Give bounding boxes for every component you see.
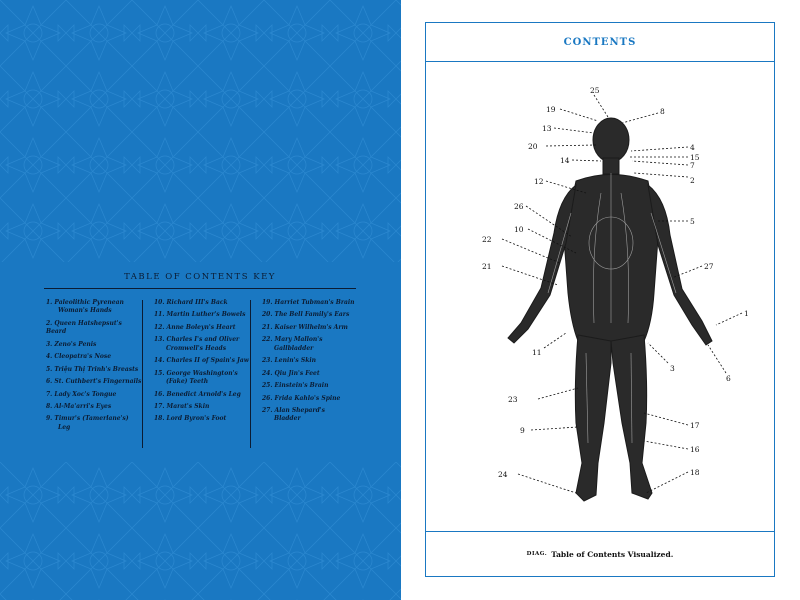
callout-label: 15 xyxy=(690,153,700,162)
callout-label: 1 xyxy=(744,309,749,318)
toc-entry xyxy=(46,391,142,399)
toc-entry-text: The Bell Family's Ears xyxy=(274,311,350,319)
callout-label: 3 xyxy=(670,364,675,373)
toc-entry xyxy=(262,382,358,390)
callout-label: 25 xyxy=(590,86,600,95)
right-page xyxy=(401,0,800,600)
toc-entry xyxy=(262,395,358,403)
callout-label: 12 xyxy=(534,177,544,186)
toc-entry xyxy=(154,415,250,423)
toc-entry xyxy=(262,324,358,332)
toc-entry-text: Triệu Thị Trinh's Breasts xyxy=(54,365,139,373)
toc-entry-text: Zeno's Penis xyxy=(54,340,97,348)
callout-label: 10 xyxy=(514,225,524,234)
figure-caption: Table of Contents Visualized. xyxy=(551,549,674,559)
toc-entry-number: 2. xyxy=(46,319,53,327)
toc-entry xyxy=(262,299,358,307)
toc-entry-number: 6. xyxy=(46,378,53,386)
toc-entry xyxy=(46,353,142,361)
toc-entry-number: 18. xyxy=(154,415,165,423)
toc-entry-text: St. Cuthbert's Fingernails xyxy=(54,378,142,386)
callout-label: 22 xyxy=(482,235,492,244)
column-divider xyxy=(142,300,143,448)
toc-entry-text: Richard III's Back xyxy=(166,299,228,306)
toc-entry xyxy=(154,370,250,387)
toc-entry-text: Cleopatra's Nose xyxy=(54,353,112,361)
toc-entry xyxy=(262,370,358,378)
toc-entry-number: 19. xyxy=(262,299,273,306)
toc-entry-text: Anne Boleyn's Heart xyxy=(166,323,236,331)
callout-label: 24 xyxy=(498,470,508,479)
toc-entry-number: 14. xyxy=(154,357,165,365)
toc-entry-text: Lady Xoc's Tongue xyxy=(54,390,117,398)
toc-entry xyxy=(46,366,142,374)
toc-entry xyxy=(46,403,142,411)
toc-entry xyxy=(262,336,358,353)
toc-entry-text: Qiu Jin's Feet xyxy=(274,369,320,377)
toc-entry xyxy=(262,407,358,424)
callout-label: 9 xyxy=(520,426,525,435)
callout-label: 4 xyxy=(690,143,695,152)
toc-entry-text: Frida Kahlo's Spine xyxy=(274,394,341,402)
toc-entry-number: 4. xyxy=(46,353,53,361)
toc-entry-text-continued: Bladder xyxy=(274,415,301,423)
toc-entry-number: 24. xyxy=(262,369,273,377)
toc-entry xyxy=(154,299,250,307)
toc-key-title: TABLE OF CONTENTS KEY xyxy=(124,272,276,282)
toc-entry xyxy=(46,299,142,316)
toc-entry-number: 16. xyxy=(154,390,165,398)
callout-label: 13 xyxy=(542,124,552,133)
toc-entry-number: 22. xyxy=(262,336,273,344)
toc-entry-text: Paleolithic Pyrenean xyxy=(54,299,124,306)
caption-prefix: DIAG. xyxy=(526,551,548,557)
toc-entry-text-continued: Cromwell's Heads xyxy=(166,344,227,352)
callout-label: 19 xyxy=(546,105,556,114)
toc-entry-text: Harriet Tubman's Brain xyxy=(274,299,355,306)
toc-entry xyxy=(46,341,142,349)
toc-entry-number: 11. xyxy=(154,311,165,319)
toc-entry-number: 23. xyxy=(262,357,273,365)
toc-entry-number: 20. xyxy=(262,311,273,319)
toc-entry-text: Alan Shepard's xyxy=(274,407,325,415)
toc-entry xyxy=(154,324,250,332)
toc-entry-number: 12. xyxy=(154,323,165,331)
toc-entry-text: Mary Mallon's xyxy=(274,336,323,344)
toc-entry-text: Martin Luther's Bowels xyxy=(166,311,246,319)
toc-entry-number: 25. xyxy=(262,382,273,390)
toc-entry-text: Al-Ma'arri's Eyes xyxy=(54,402,112,410)
callout-label: 8 xyxy=(660,107,665,116)
callout-label: 7 xyxy=(690,161,695,170)
callout-label: 18 xyxy=(690,468,700,477)
column-divider xyxy=(250,300,251,448)
toc-entry xyxy=(262,357,358,365)
toc-entry-text: Charles I's and Oliver xyxy=(166,336,240,344)
toc-entry-text: Benedict Arnold's Leg xyxy=(166,390,241,398)
anatomical-figure-icon xyxy=(426,23,776,578)
toc-entry-number: 7. xyxy=(46,390,53,398)
toc-entry-text-continued: Gallbladder xyxy=(274,344,314,352)
toc-entry-text: Timur's (Tamerlane's) xyxy=(54,415,129,423)
toc-entry-number: 3. xyxy=(46,340,53,348)
toc-entry xyxy=(154,403,250,411)
callout-label: 2 xyxy=(690,176,695,185)
toc-entry-text: Einstein's Brain xyxy=(274,382,329,390)
toc-entry-text: George Washington's xyxy=(166,369,238,377)
callout-label: 5 xyxy=(690,217,695,226)
toc-entry-text: Lenin's Skin xyxy=(274,357,317,365)
figure-frame xyxy=(425,22,775,577)
toc-entry-number: 10. xyxy=(154,299,165,306)
toc-entry-text: Marat's Skin xyxy=(166,402,210,410)
toc-entry-number: 15. xyxy=(154,369,165,377)
callout-label: 16 xyxy=(690,445,700,454)
title-divider xyxy=(44,288,356,289)
toc-entry-text: Lord Byron's Foot xyxy=(166,415,227,423)
toc-entry-text-continued: (Fake) Teeth xyxy=(166,378,209,386)
callout-label: 11 xyxy=(532,348,542,357)
contents-title: CONTENTS xyxy=(563,36,637,48)
callout-label: 27 xyxy=(704,262,714,271)
toc-entry-number: 21. xyxy=(262,323,273,331)
toc-column-2 xyxy=(154,299,250,428)
toc-entry-number: 9. xyxy=(46,415,53,423)
toc-entry-number: 1. xyxy=(46,299,53,306)
callout-label: 14 xyxy=(560,156,570,165)
toc-entry-number: 13. xyxy=(154,336,165,344)
toc-entry xyxy=(46,378,142,386)
toc-entry-number: 8. xyxy=(46,402,53,410)
toc-entry xyxy=(46,415,142,432)
toc-entry-text-continued: Woman's Hands xyxy=(58,307,112,315)
toc-entry-text: Kaiser Wilhelm's Arm xyxy=(274,323,348,331)
toc-entry-text: Queen Hatshepsut's Beard xyxy=(46,319,122,336)
toc-entry xyxy=(154,311,250,319)
callout-label: 26 xyxy=(514,202,524,211)
callout-label: 23 xyxy=(508,395,518,404)
toc-entry xyxy=(154,357,250,365)
callout-label: 21 xyxy=(482,262,492,271)
toc-entry xyxy=(262,311,358,319)
toc-entry xyxy=(154,336,250,353)
callout-label: 6 xyxy=(726,374,731,383)
toc-column-3 xyxy=(262,299,358,428)
toc-entry xyxy=(46,320,142,337)
toc-entry-number: 17. xyxy=(154,402,165,410)
toc-entry-text-continued: Leg xyxy=(58,423,71,431)
callout-label: 20 xyxy=(528,142,538,151)
toc-entry-number: 27. xyxy=(262,407,273,415)
toc-entry xyxy=(154,391,250,399)
frame-footer xyxy=(426,531,774,576)
toc-column-1 xyxy=(46,299,142,436)
toc-entry-number: 26. xyxy=(262,394,273,402)
toc-entry-number: 5. xyxy=(46,365,53,373)
callout-label: 17 xyxy=(690,421,700,430)
toc-entry-text: Charles II of Spain's Jaw xyxy=(166,357,249,365)
